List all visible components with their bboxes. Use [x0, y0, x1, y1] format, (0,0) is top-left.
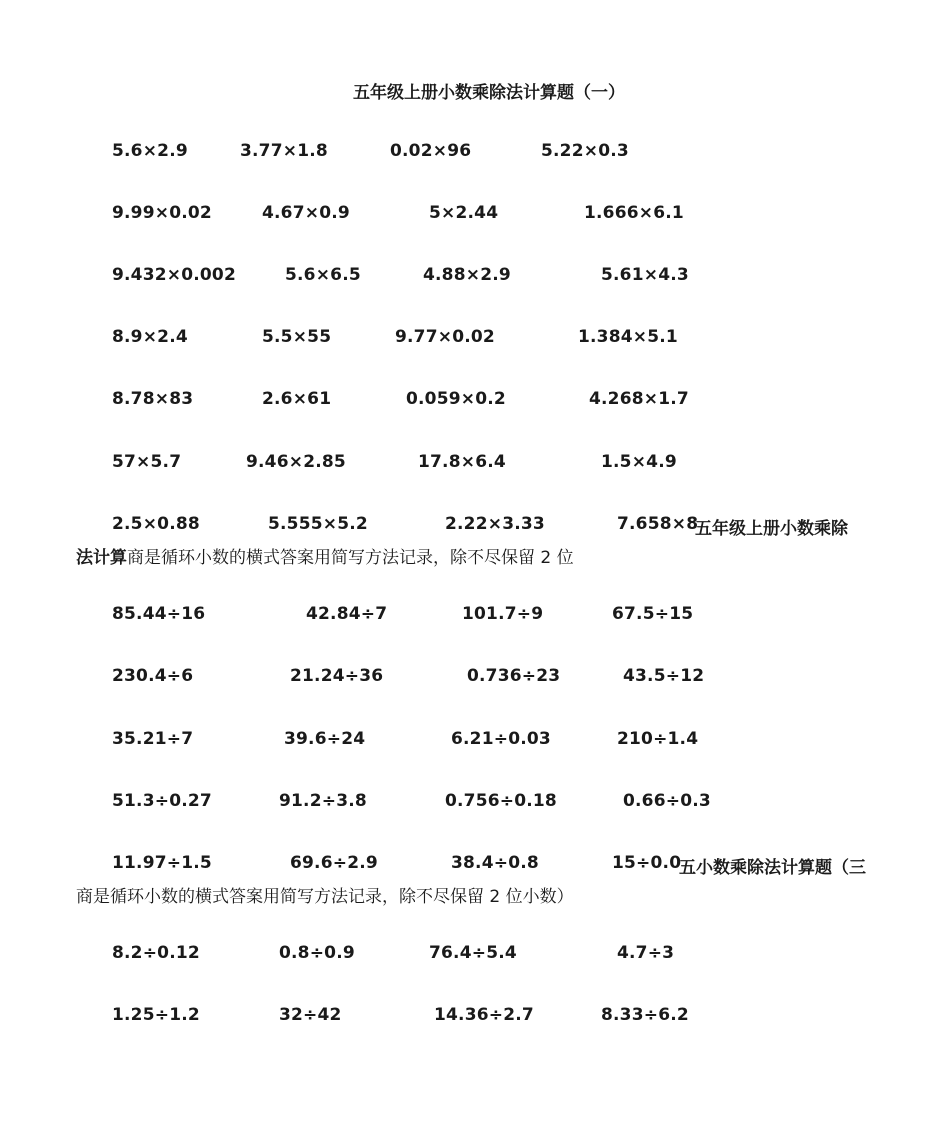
problem: 39.6÷24 [284, 729, 366, 749]
section-heading: 五小数乘除法计算题（三 [679, 858, 866, 878]
problem: 4.67×0.9 [262, 203, 350, 223]
problem: 0.756÷0.18 [445, 791, 557, 811]
problem: 8.9×2.4 [112, 327, 188, 347]
problem: 51.3÷0.27 [112, 791, 212, 811]
problem: 42.84÷7 [306, 604, 388, 624]
problem: 9.46×2.85 [246, 452, 346, 472]
problem: 2.5×0.88 [112, 514, 200, 534]
problem: 5.61×4.3 [601, 265, 689, 285]
problem: 32÷42 [279, 1005, 342, 1025]
instruction-text: 商是循环小数的横式答案用简写方法记录，除不尽保留 2 位小数） [76, 887, 574, 907]
problem: 11.97÷1.5 [112, 853, 212, 873]
problem: 8.33÷6.2 [601, 1005, 689, 1025]
problem: 1.25÷1.2 [112, 1005, 200, 1025]
section-instruction [76, 543, 574, 568]
problem: 1.384×5.1 [578, 327, 678, 347]
problem: 35.21÷7 [112, 729, 194, 749]
problem: 0.059×0.2 [406, 389, 506, 409]
section-heading-end: 法计算 [76, 548, 127, 568]
problem: 5×2.44 [429, 203, 499, 223]
problem: 5.5×55 [262, 327, 332, 347]
problem: 4.88×2.9 [423, 265, 511, 285]
problem: 1.666×6.1 [584, 203, 684, 223]
problem: 7.658×8 [617, 514, 699, 534]
problem: 230.4÷6 [112, 666, 194, 686]
problem: 76.4÷5.4 [429, 943, 517, 963]
problem: 210÷1.4 [617, 729, 699, 749]
problem: 0.02×96 [390, 141, 472, 161]
problem: 5.22×0.3 [541, 141, 629, 161]
page-title: 五年级上册小数乘除法计算题（一） [353, 83, 625, 103]
section-instruction [76, 882, 574, 907]
problem: 0.8÷0.9 [279, 943, 355, 963]
problem: 1.5×4.9 [601, 452, 677, 472]
problem: 9.77×0.02 [395, 327, 495, 347]
problem: 17.8×6.4 [418, 452, 506, 472]
problem: 15÷0.0 [612, 853, 682, 873]
problem: 91.2÷3.8 [279, 791, 367, 811]
problem: 0.736÷23 [467, 666, 561, 686]
problem: 9.432×0.002 [112, 265, 236, 285]
problem: 4.7÷3 [617, 943, 675, 963]
problem: 0.66÷0.3 [623, 791, 711, 811]
problem: 43.5÷12 [623, 666, 705, 686]
section-heading-start: 五年级上册小数乘除 [695, 519, 848, 539]
problem: 8.2÷0.12 [112, 943, 200, 963]
problem: 8.78×83 [112, 389, 194, 409]
problem: 5.555×5.2 [268, 514, 368, 534]
problem: 3.77×1.8 [240, 141, 328, 161]
problem: 57×5.7 [112, 452, 182, 472]
problem: 5.6×2.9 [112, 141, 188, 161]
problem: 4.268×1.7 [589, 389, 689, 409]
instruction-text: 商是循环小数的横式答案用简写方法记录，除不尽保留 2 位 [127, 548, 574, 568]
problem: 85.44÷16 [112, 604, 206, 624]
problem: 2.6×61 [262, 389, 332, 409]
problem: 9.99×0.02 [112, 203, 212, 223]
problem: 14.36÷2.7 [434, 1005, 534, 1025]
problem: 69.6÷2.9 [290, 853, 378, 873]
problem: 101.7÷9 [462, 604, 544, 624]
problem: 67.5÷15 [612, 604, 694, 624]
problem: 38.4÷0.8 [451, 853, 539, 873]
problem: 5.6×6.5 [285, 265, 361, 285]
problem: 21.24÷36 [290, 666, 384, 686]
problem: 2.22×3.33 [445, 514, 545, 534]
problem: 6.21÷0.03 [451, 729, 551, 749]
